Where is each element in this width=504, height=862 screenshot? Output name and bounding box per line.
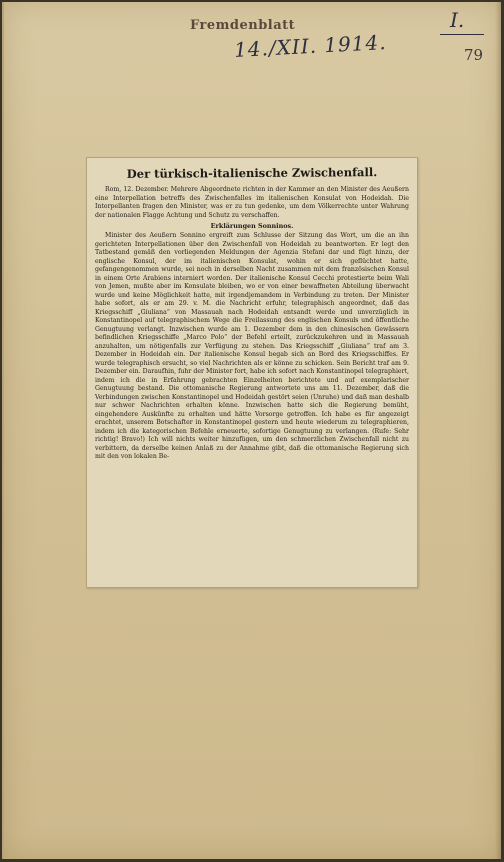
clipping-paragraph-body: Minister des Aeußern Sonnino ergreift zum Schlusse der Sitzung das Wort, um die an ihn gerichteten Interpellationen über den Zwischenfall von Hodeidah zu beantworten. Er legt den Tatbestand gemäß den vorliegenden Meldungen der Agenzia Stefani dar und fügt hinzu, der englische Konsul, der im italienischen Konsulat, wohin er sich geflüchtet hatte, gefangengenommen wurde, sei noch in derselben Nacht zusammen mit dem französischen Konsul in einem Orte Arabiens interniert worden. Der italienische Konsul Cecchi protestierte beim Wali von Jemen, mußte aber im Konsulate bleiben, wo er von einer bewaffneten Abteilung überwacht wurde und keine Möglichkeit hatte, mit irgendjemandem in Verbindung zu treten. Der Minister habe sofort, als er am 29. v. M. die Nachricht erfuhr, telegraphisch angeordnet, daß das Kriegsschiff „Giuliana“ von Massauah nach Hodeidah entsandt werde und unverzüglich in Konstantinopel auf telegraphischem Wege die Freilassung des englischen Konsuls und öffentliche Genugtuung verlangt. Inzwischen wurde am 1. Dezember dem in den chinesischen Gewässern befindlichen Kriegsschiffe „Marco Polo“ der Befehl erteilt, zurückzukehren und in Massauah anzuhalten, um nötigenfalls zur Verfügung zu stehen. Das Kriegsschiff „Giuliana“ traf am 3. Dezember in Hodeidah ein. Der italienische Konsul begab sich an Bord des Kriegsschiffes. Er wurde telegraphisch ersucht, so viel Nachrichten als er könne zu schicken. Sein Bericht traf am 9. Dezember ein. Daraufhin, fuhr der Minister fort, habe ich sofort nach Konstantinopel telegraphiert, indem ich die in Erfahrung gebrachten Einzelheiten berichtete und auf exemplarischer Genugtuung bestand. Die ottomanische Regierung antwortete uns am 11. Dezember, daß die Verbindungen zwischen Konstantinopel und Hodeidah gestört seien (Unruhe) und daß man deshalb nur schwer Nachrichten erhalten könne. Inzwischen hatte sich die Regierung bemüht, eingehendere Auskünfte zu erhalten und hätte Vorsorge getroffen. Ich habe es für angezeigt erachtet, unserem Botschafter in Konstantinopel gestern und heute wiederum zu telegraphieren, indem ich die kategorischen Befehle erneuerte, sofortige Genugtuung zu verlangen. (Rufe: Sehr richtig! Bravo!) Ich will nichts weiter hinzufügen, um den schmerzlichen Zwischenfall nicht zu verbittern, da derselbe keinen Anlaß zu der Annahme gibt, daß die ottomanische Regierung sich mit den von lokalen Be-	[95, 232, 409, 460]
clipping-subheading: Erklärungen Sonninos.	[210, 222, 294, 230]
archive-page	[2, 2, 501, 859]
underline-divider	[440, 34, 484, 35]
page-edge-shadow	[495, 2, 501, 859]
handwritten-date: 14./XII. 1914.	[233, 30, 388, 62]
clipping-headline: Der türkisch-italienische Zwischenfall.	[126, 165, 378, 181]
clipping-paragraph-intro: Rom, 12. Dezember. Mehrere Abgeordnete richten in der Kammer an den Minister des Aeußern eine Interpellation betreffs des Zwischenfalles im italienischen Konsulat von Hodeidah. Die Interpellanten fragen den Minister, was er zu tun gedenke, um dem Völkerrechte unter Wahrung der nationalen Flagge Achtung und Schutz zu verschaffen.	[95, 186, 409, 219]
newspaper-name-stamp: Fremdenblatt	[190, 18, 296, 33]
handwritten-roman-numeral: I.	[450, 8, 465, 32]
folio-number: 79	[464, 46, 484, 64]
newspaper-clipping	[86, 157, 418, 588]
